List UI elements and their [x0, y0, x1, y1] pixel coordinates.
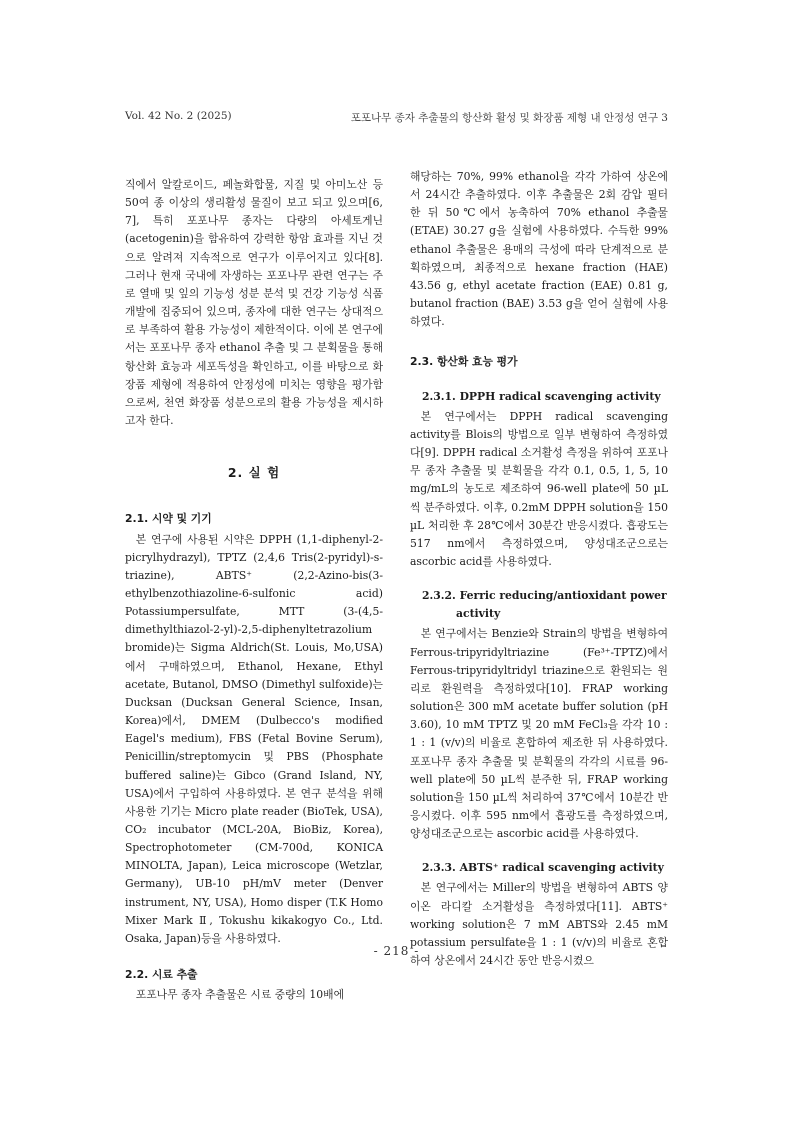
dpph-paragraph: 본 연구에서는 DPPH radical scavenging activity를 Blois의 방법으로 일부 변형하여 측정하였다[9]. DPPH radical 소거활성 측정을 위하여 포포나무 종자 추출물 및 분획물을 각각 0.1, 0.5, 1, 5, 10 mg/mL의 농도로 제조하여 96-well plate에 50 µL씩 분주하였다. 이후, 0.2mM DPPH solution을 150 µL 처리한 후 28℃에서 30분간 반응시켰다. 흡광도는 517 nm에서 측정하였으며, 양성대조군으로는 ascorbic acid를 사용하였다.: [410, 409, 668, 568]
subsubsection-title-frap: [422, 587, 668, 623]
page-number: - 218 -: [373, 944, 420, 958]
subsection-title-antioxidant: 2.3. 항산화 효능 평가: [410, 355, 518, 369]
running-title: 포포나무 종자 추출물의 항산화 활성 및 화장품 제형 내 안정성 연구 3: [350, 112, 668, 124]
extraction-paragraph-start: 포포나무 종자 추출물은 시료 중량의 10배에: [135, 988, 345, 1002]
section-title-experiment: 2. 실 험: [227, 465, 281, 481]
journal-volume: Vol. 42 No. 2 (2025): [125, 110, 232, 122]
subsection-title-extraction: 2.2. 시료 추출: [125, 968, 198, 982]
right-column: [410, 168, 668, 970]
subsection-title-reagents: 2.1. 시약 및 기기: [125, 512, 212, 526]
intro-paragraph: 직에서 알칼로이드, 페놀화합물, 지질 및 아미노산 등 50여 종 이상의 생리활성 물질이 보고 되고 있으며[6, 7], 특히 포포나무 종자는 다량의 아세토게닌 (acetogenin)을 함유하여 강력한 항암 효과를 지닌 것으로 알려져 지속적으로 연구가 이루어지고 있다[8]. 그러나 현재 국내에 자생하는 포포나무 관련 연구는 주로 열매 및 잎의 기능성 성분 분석 및 건강 기능성 식품 개발에 집중되어 있으며, 종자에 대한 연구는 상대적으로 부족하여 활용 가능성이 제한적이다. 이에 본 연구에서는 포포나무 종자 ethanol 추출 및 그 분획물을 통해 항산화 효능과 세포독성을 확인하고, 이를 바탕으로 화장품 제형에 적용하여 안정성에 미치는 영향을 평가함으로써, 천연 화장품 성분으로의 활용 가능성을 제시하고자 한다.: [125, 178, 383, 428]
left-column: [125, 176, 383, 1004]
frap-paragraph: 본 연구에서는 Benzie와 Strain의 방법을 변형하여 Ferrous-tripyridyltriazine (Fe³⁺-TPTZ)에서 Ferrous-tripyridyltridyl triazine으로 환원되는 원리로 환원력을 측정하였다[10]. FRAP working solution은 300 mM acetate buffer solution (pH 3.60), 10 mM TPTZ 및 20 mM FeCl₃을 각각 10 : 1 : 1 (v/v)의 비율로 혼합하여 제조한 뒤 사용하였다. 포포나무 종자 추출물 및 분획물의 각각의 시료를 96-well plate에 50 µL씩 분주한 뒤, FRAP working solution을 150 µL씩 처리하여 37℃에서 10분간 반응시켰다. 이후 595 nm에서 흡광도를 측정하였으며, 양성대조군으로는 ascorbic acid를 사용하였다.: [410, 627, 668, 841]
subsubsection-title-abts: 2.3.3. ABTS⁺ radical scavenging activity: [422, 861, 664, 875]
subsubsection-title-dpph: 2.3.1. DPPH radical scavenging activity: [422, 389, 661, 403]
extraction-paragraph-cont: 해당하는 70%, 99% ethanol을 각각 가하여 상온에서 24시간 추출하였다. 이후 추출물은 2회 감압 필터 한 뒤 50℃에서 농축하여 70% ethanol 추출물 (ETAE) 30.27 g을 실험에 사용하였다. 수득한 99% ethanol 추출물은 용매의 극성에 따라 단계적으로 분획하였으며, 최종적으로 hexane fraction (HAE) 43.56 g, ethyl acetate fraction (EAE) 0.81 g, butanol fraction (BAE) 3.53 g을 얻어 실험에 사용하였다.: [410, 170, 668, 329]
frap-title-line2: activity: [456, 607, 501, 621]
running-header: [125, 110, 668, 128]
frap-title-line1: 2.3.2. Ferric reducing/antioxidant power: [422, 589, 667, 603]
reagents-paragraph: 본 연구에 사용된 시약은 DPPH (1,1-diphenyl-2-picrylhydrazyl), TPTZ (2,4,6 Tris(2-pyridyl)-s-triazine), ABTS⁺ (2,2-Azino-bis(3-ethylbenzothiazoline-6-sulfonic acid) Potassiumpersulfate, MTT (3-(4,5-dimethylthiazol-2-yl)-2,5-diphenyltetrazolium bromide)는 Sigma Aldrich(St. Louis, Mo,USA)에서 구매하였으며, Ethanol, Hexane, Ethyl acetate, Butanol, DMSO (Dimethyl sulfoxide)는 Ducksan (Ducksan General Science, Insan, Korea)에서, DMEM (Dulbecco's modified Eagel's medium), FBS (Fetal Bovine Serum), Penicillin/streptomycin 및 PBS (Phosphate buffered saline)는 Gibco (Grand Island, NY, USA)에서 구입하여 사용하였다. 본 연구 분석을 위해 사용한 기기는 Micro plate reader (BioTek, USA), CO₂ incubator (MCL-20A, BioBiz, Korea), Spectrophotometer (CM-700d, KONICA MINOLTA, Japan), Leica microscope (Wetzlar, Germany), UB-10 pH/mV meter (Denver instrument, NY, USA), Homo disper (T.K Homo Mixer Mark Ⅱ, Tokushu kikakogyo Co., Ltd. Osaka, Japan)등을 사용하였다.: [125, 532, 383, 945]
abts-paragraph: 본 연구에서는 Miller의 방법을 변형하여 ABTS 양이온 라디칼 소거활성을 측정하였다[11]. ABTS⁺ working solution은 7 mM ABTS와 2.45 mM potassium persulfate을 1 : 1 (v/v)의 비율로 혼합하여 상온에서 24시간 동안 반응시켰으: [410, 881, 668, 968]
